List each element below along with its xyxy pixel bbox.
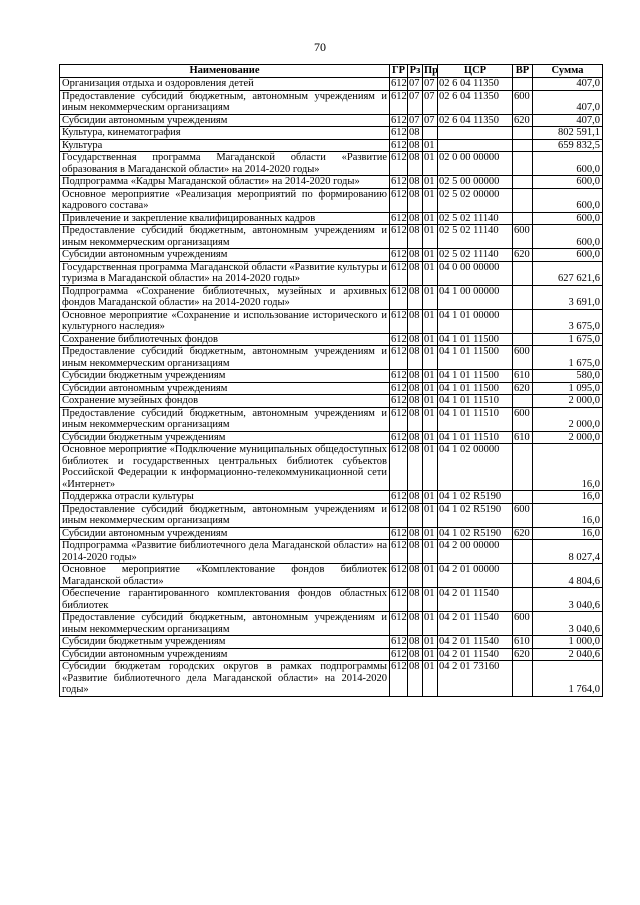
cell-sum: 2 040,6 (533, 648, 603, 661)
cell-gr: 612 (391, 176, 407, 187)
header-pr: Пр (424, 65, 439, 76)
cell-csr: 04 2 01 73160 (438, 661, 513, 697)
cell-csr: 04 2 00 00000 (438, 540, 513, 564)
cell-pr: 01 (423, 444, 438, 491)
cell-rz: 08 (408, 333, 423, 346)
cell-name: Обеспечение гарантированного комплектования фондов областных библиотек (60, 588, 390, 612)
cell-gr: 612 (390, 407, 408, 431)
cell-gr: 612 (390, 612, 408, 636)
cell-pr: 01 (423, 333, 438, 346)
cell-rz: 08 (408, 212, 423, 225)
cell-sum: 407,0 (533, 90, 603, 114)
cell-csr: 04 1 02 00000 (438, 444, 513, 491)
cell-name: Субсидии бюджетам городских округов в рамках подпрограммы «Развитие библиотечного дела Магаданской области» на 2014-2020 годы» (60, 661, 390, 697)
cell-pr: 01 (423, 188, 438, 212)
cell-sum: 600,0 (533, 249, 603, 262)
cell-pr: 01 (423, 152, 438, 176)
cell-rz: 08 (408, 127, 423, 140)
cell-rz: 08 (408, 395, 423, 408)
cell-gr: 612 (391, 527, 407, 539)
cell-rz: 08 (408, 564, 423, 588)
cell-vr (513, 127, 533, 140)
cell-sum: 1 000,0 (533, 636, 603, 649)
cell-rz: 08 (408, 176, 423, 189)
cell-pr: 01 (423, 382, 438, 395)
cell-pr: 01 (423, 636, 438, 649)
cell-vr: 600 (513, 503, 533, 527)
header-gr: ГР (390, 65, 408, 78)
cell-csr: 02 5 02 11140 (438, 225, 513, 249)
cell-csr: 02 6 04 11350 (438, 90, 513, 114)
cell-csr: 04 1 02 R5190 (438, 527, 513, 540)
cell-pr: 01 (423, 309, 438, 333)
cell-csr: 04 2 01 11540 (438, 612, 513, 636)
cell-csr: 02 6 04 11350 (438, 114, 513, 127)
cell-name: Основное мероприятие «Подключение муниципальных общедоступных библиотек и государственных центральных библиотек субъектов Российской Федерации к информационно-телекоммуникационной сети «Интернет» (60, 444, 390, 491)
cell-name: Субсидии автономным учреждениям (60, 648, 390, 661)
cell-rz: 07 (408, 90, 423, 114)
cell-pr: 01 (423, 491, 438, 504)
cell-vr (513, 491, 533, 504)
table-row (60, 407, 603, 431)
cell-gr: 612 (391, 139, 407, 151)
cell-vr: 600 (513, 612, 533, 636)
cell-csr: 04 2 01 11540 (438, 648, 513, 661)
cell-rz: 08 (408, 225, 423, 249)
cell-gr: 612 (391, 212, 407, 224)
table-row (60, 527, 603, 540)
cell-sum: 16,0 (533, 491, 603, 504)
cell-sum: 4 804,6 (533, 564, 603, 588)
cell-name: Основное мероприятие «Комплектование фондов библиотек Магаданской области» (60, 564, 390, 588)
cell-sum: 16,0 (533, 503, 603, 527)
cell-name: Предоставление субсидий бюджетным, автономным учреждениям и иным некоммерческим организациям (60, 503, 390, 527)
table-row (60, 370, 603, 383)
cell-rz: 08 (408, 188, 423, 212)
cell-pr: 01 (423, 285, 438, 309)
cell-pr: 07 (423, 90, 438, 114)
table-row (60, 188, 603, 212)
cell-pr (423, 127, 438, 140)
cell-gr: 612 (391, 395, 407, 406)
cell-sum: 407,0 (533, 78, 603, 91)
table-row (60, 309, 603, 333)
cell-vr (513, 564, 533, 588)
cell-sum: 2 000,0 (533, 395, 603, 408)
cell-rz: 08 (408, 407, 423, 431)
cell-pr: 01 (423, 527, 438, 540)
cell-rz: 08 (408, 431, 423, 444)
cell-rz: 08 (408, 249, 423, 262)
header-rz: Рз (408, 65, 423, 78)
cell-rz: 08 (408, 444, 423, 491)
cell-vr (513, 152, 533, 176)
cell-vr (513, 212, 533, 225)
table-row (60, 139, 603, 152)
cell-vr (513, 285, 533, 309)
table-row (60, 648, 603, 661)
cell-csr: 02 6 04 11350 (438, 78, 513, 91)
header-sum: Сумма (533, 65, 603, 78)
cell-sum: 407,0 (533, 114, 603, 127)
cell-gr: 612 (390, 188, 408, 212)
cell-csr: 04 0 00 00000 (438, 261, 513, 285)
cell-name: Культура, кинематография (60, 127, 390, 140)
cell-csr: 04 2 01 11540 (438, 636, 513, 649)
cell-rz: 08 (408, 661, 423, 697)
table-row (60, 491, 603, 504)
cell-name: Государственная программа Магаданской области «Развитие культуры и туризма в Магаданской области» на 2014-2020 годы» (60, 261, 390, 285)
cell-sum: 3 691,0 (533, 285, 603, 309)
cell-pr: 01 (423, 261, 438, 285)
cell-sum: 1 095,0 (533, 382, 603, 395)
cell-csr: 02 5 02 11140 (438, 249, 513, 262)
cell-pr: 01 (423, 661, 438, 697)
cell-gr: 612 (390, 309, 408, 333)
cell-sum: 600,0 (533, 152, 603, 176)
cell-rz: 08 (408, 346, 423, 370)
cell-gr: 612 (390, 444, 408, 491)
table-row (60, 636, 603, 649)
cell-sum: 3 675,0 (533, 309, 603, 333)
cell-csr: 04 1 02 R5190 (438, 503, 513, 527)
cell-rz: 08 (408, 285, 423, 309)
cell-sum: 802 591,1 (533, 127, 603, 140)
cell-pr: 01 (423, 225, 438, 249)
cell-name: Субсидии автономным учреждениям (60, 382, 390, 395)
cell-vr: 620 (513, 382, 533, 395)
cell-pr: 01 (423, 346, 438, 370)
cell-pr: 01 (423, 395, 438, 408)
cell-name: Субсидии бюджетным учреждениям (60, 636, 390, 649)
cell-pr: 01 (423, 431, 438, 444)
cell-csr (438, 127, 513, 140)
cell-csr: 04 1 01 11500 (438, 370, 513, 383)
cell-csr: 04 1 01 11500 (438, 333, 513, 346)
cell-pr: 01 (423, 503, 438, 527)
cell-rz: 08 (408, 503, 423, 527)
cell-gr: 612 (390, 261, 408, 285)
table-row (60, 212, 603, 225)
cell-csr: 04 1 01 11500 (438, 382, 513, 395)
table-row (60, 176, 603, 189)
cell-gr: 612 (391, 114, 407, 126)
cell-pr: 01 (423, 176, 438, 189)
cell-rz: 08 (408, 636, 423, 649)
cell-gr: 612 (391, 370, 407, 381)
cell-name: Основное мероприятие «Сохранение и использование исторического и культурного наследия» (60, 309, 390, 333)
cell-name: Подпрограмма «Сохранение библиотечных, музейных и архивных фондов Магаданской области» на 2014-2020 годы» (60, 285, 390, 309)
cell-csr: 02 5 02 00000 (438, 188, 513, 212)
table-row (60, 78, 603, 91)
cell-pr: 01 (423, 249, 438, 262)
cell-rz: 08 (408, 527, 423, 540)
cell-sum: 16,0 (533, 444, 603, 491)
cell-csr: 04 2 01 11540 (438, 588, 513, 612)
cell-sum: 580,0 (533, 370, 603, 383)
cell-gr: 612 (391, 127, 407, 138)
table-row (60, 333, 603, 346)
cell-name: Предоставление субсидий бюджетным, автономным учреждениям и иным некоммерческим организациям (60, 225, 390, 249)
cell-rz: 07 (408, 114, 423, 127)
cell-csr: 04 1 01 11510 (438, 407, 513, 431)
table-row (60, 444, 603, 491)
cell-csr: 02 5 00 00000 (438, 176, 513, 189)
cell-pr: 07 (423, 114, 438, 127)
cell-name: Поддержка отрасли культуры (60, 491, 390, 504)
table-row (60, 285, 603, 309)
table-row (60, 261, 603, 285)
cell-sum: 2 000,0 (533, 407, 603, 431)
cell-name: Субсидии бюджетным учреждениям (60, 431, 390, 444)
cell-gr: 612 (391, 491, 407, 502)
cell-pr: 01 (423, 564, 438, 588)
cell-rz: 07 (408, 78, 423, 91)
cell-pr: 01 (423, 612, 438, 636)
table-row (60, 346, 603, 370)
cell-gr: 612 (391, 333, 407, 345)
cell-name: Предоставление субсидий бюджетным, автономным учреждениям и иным некоммерческим организациям (60, 407, 390, 431)
cell-csr: 02 5 02 11140 (438, 212, 513, 225)
cell-csr: 04 1 01 00000 (438, 309, 513, 333)
cell-name: Предоставление субсидий бюджетным, автономным учреждениям и иным некоммерческим организациям (60, 90, 390, 114)
table-row (60, 152, 603, 176)
cell-gr: 612 (390, 503, 408, 527)
cell-csr: 04 1 01 11510 (438, 431, 513, 444)
cell-gr: 612 (390, 661, 408, 697)
header-vr: ВР (513, 65, 533, 78)
cell-sum: 600,0 (533, 225, 603, 249)
cell-gr: 612 (390, 285, 408, 309)
cell-sum: 600,0 (533, 176, 603, 189)
cell-sum: 627 621,6 (533, 261, 603, 285)
cell-vr: 610 (513, 431, 533, 444)
cell-vr: 610 (513, 636, 533, 649)
cell-csr: 02 0 00 00000 (438, 152, 513, 176)
table-row (60, 249, 603, 262)
cell-csr: 04 1 01 11500 (438, 346, 513, 370)
cell-csr: 04 2 01 00000 (438, 564, 513, 588)
cell-rz: 08 (408, 139, 423, 152)
cell-pr: 01 (423, 648, 438, 661)
cell-sum: 600,0 (533, 188, 603, 212)
cell-gr: 612 (391, 78, 407, 89)
table-row (60, 127, 603, 140)
table-row (60, 382, 603, 395)
cell-name: Субсидии бюджетным учреждениям (60, 370, 390, 383)
cell-name: Подпрограмма «Развитие библиотечного дела Магаданской области» на 2014-2020 годы» (60, 540, 390, 564)
cell-vr (513, 540, 533, 564)
cell-vr: 610 (513, 370, 533, 383)
cell-sum: 1 675,0 (533, 346, 603, 370)
cell-vr (513, 176, 533, 189)
cell-pr: 01 (423, 407, 438, 431)
cell-name: Субсидии автономным учреждениям (60, 249, 390, 262)
cell-rz: 08 (408, 540, 423, 564)
cell-name: Сохранение библиотечных фондов (60, 333, 390, 346)
table-row (60, 612, 603, 636)
cell-sum: 1 675,0 (533, 333, 603, 346)
cell-gr: 612 (390, 90, 408, 114)
cell-gr: 612 (390, 564, 408, 588)
cell-rz: 08 (408, 261, 423, 285)
table-row (60, 503, 603, 527)
cell-rz: 08 (408, 309, 423, 333)
cell-vr: 600 (513, 225, 533, 249)
cell-sum: 8 027,4 (533, 540, 603, 564)
cell-csr: 04 1 00 00000 (438, 285, 513, 309)
cell-gr: 612 (391, 249, 407, 260)
table-body (60, 78, 603, 697)
cell-rz: 08 (408, 491, 423, 504)
table-row (60, 588, 603, 612)
cell-name: Субсидии автономным учреждениям (60, 527, 390, 540)
table-row (60, 114, 603, 127)
header-csr: ЦСР (438, 65, 513, 78)
cell-pr: 01 (423, 370, 438, 383)
cell-sum: 659 832,5 (533, 139, 603, 152)
cell-pr: 01 (423, 588, 438, 612)
cell-vr (513, 588, 533, 612)
cell-vr: 620 (513, 648, 533, 661)
cell-csr (438, 139, 513, 152)
cell-name: Культура (60, 139, 390, 152)
cell-pr: 01 (423, 212, 438, 225)
cell-name: Предоставление субсидий бюджетным, автономным учреждениям и иным некоммерческим организациям (60, 612, 390, 636)
cell-vr (513, 661, 533, 697)
cell-vr (513, 333, 533, 346)
cell-rz: 08 (408, 370, 423, 383)
cell-rz: 08 (408, 588, 423, 612)
cell-rz: 08 (408, 152, 423, 176)
cell-pr: 07 (423, 78, 438, 91)
cell-name: Предоставление субсидий бюджетным, автономным учреждениям и иным некоммерческим организациям (60, 346, 390, 370)
table-row (60, 395, 603, 408)
cell-gr: 612 (390, 225, 408, 249)
cell-vr: 620 (513, 114, 533, 127)
cell-vr: 620 (513, 527, 533, 540)
cell-gr: 612 (390, 152, 408, 176)
cell-rz: 08 (408, 612, 423, 636)
cell-vr: 600 (513, 90, 533, 114)
cell-sum: 16,0 (533, 527, 603, 540)
cell-name: Основное мероприятие «Реализация мероприятий по формированию кадрового состава» (60, 188, 390, 212)
cell-csr: 04 1 01 11510 (438, 395, 513, 408)
cell-vr: 600 (513, 407, 533, 431)
cell-gr: 612 (390, 540, 408, 564)
cell-vr (513, 309, 533, 333)
table-row (60, 225, 603, 249)
cell-rz: 08 (408, 382, 423, 395)
table-row (60, 661, 603, 697)
table-row (60, 431, 603, 444)
cell-sum: 2 000,0 (533, 431, 603, 444)
cell-gr: 612 (391, 648, 407, 660)
cell-vr (513, 444, 533, 491)
cell-vr (513, 139, 533, 152)
cell-gr: 612 (390, 346, 408, 370)
header-name: Наименование (60, 65, 390, 78)
table-row (60, 90, 603, 114)
cell-vr (513, 261, 533, 285)
cell-name: Субсидии автономным учреждениям (60, 114, 390, 127)
cell-gr: 612 (391, 636, 407, 647)
cell-vr: 600 (513, 346, 533, 370)
cell-csr: 04 1 02 R5190 (438, 491, 513, 504)
cell-pr: 01 (423, 540, 438, 564)
cell-name: Сохранение музейных фондов (60, 395, 390, 408)
cell-sum: 600,0 (533, 212, 603, 225)
cell-name: Подпрограмма «Кадры Магаданской области» на 2014-2020 годы» (60, 176, 390, 189)
cell-gr: 612 (391, 382, 407, 394)
cell-vr (513, 395, 533, 408)
cell-sum: 3 040,6 (533, 588, 603, 612)
budget-table (59, 64, 603, 697)
cell-name: Государственная программа Магаданской области «Развитие образования в Магаданской области» на 2014-2020 годы» (60, 152, 390, 176)
cell-name: Организация отдыха и оздоровления детей (60, 78, 390, 91)
cell-vr: 620 (513, 249, 533, 262)
cell-vr (513, 188, 533, 212)
table-row (60, 564, 603, 588)
cell-name: Привлечение и закрепление квалифицированных кадров (60, 212, 390, 225)
cell-sum: 3 040,6 (533, 612, 603, 636)
cell-sum: 1 764,0 (533, 661, 603, 697)
cell-vr (513, 78, 533, 91)
cell-gr: 612 (390, 588, 408, 612)
table-row (60, 540, 603, 564)
table-header-row (60, 65, 603, 78)
page-number: 70 (314, 40, 326, 54)
cell-rz: 08 (408, 648, 423, 661)
cell-gr: 612 (391, 431, 407, 443)
cell-pr: 01 (423, 139, 438, 152)
